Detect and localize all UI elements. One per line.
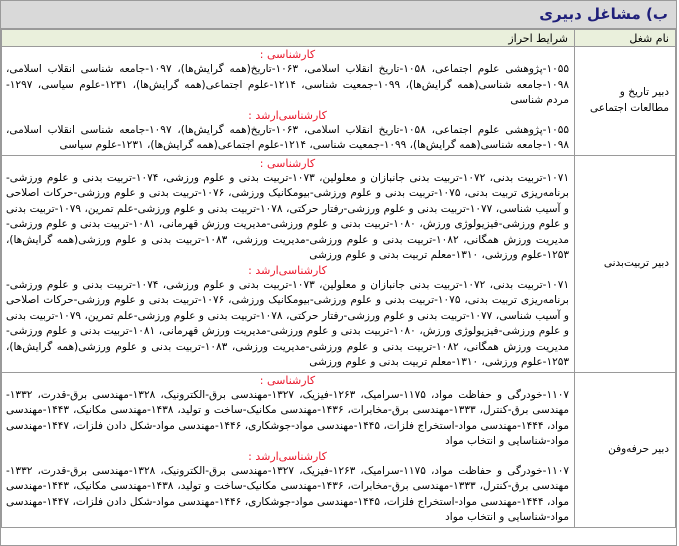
- table-row: [2, 372, 676, 527]
- requirements-table: [1, 29, 676, 528]
- job-name-cell: دبیر تربیت‌بدنی: [575, 155, 676, 372]
- degree-heading-bachelor: کارشناسی :: [259, 373, 316, 387]
- job-name-cell: دبیر تاریخ و مطالعات اجتماعی: [575, 47, 676, 156]
- job-name-cell: دبیر حرفه‌وفن: [575, 372, 676, 527]
- degree-heading-master: کارشناسی‌ارشد :: [248, 263, 327, 277]
- requirements-text: ۱۰۷۱-تربیت بدنی، ۱۰۷۲-تربیت بدنی جانبازان و معلولین، ۱۰۷۳-تربیت بدنی و علوم ورزشی، ۱۰۷۴-تربیت بدنی و علوم ورزشی-برنامه‌ریزی تربیت بدنی، ۱۰۷۵-تربیت بدنی و علوم ورزشی-بیومکانیک ورزشی، ۱۰۷۶-تربیت بدنی و علوم ورزشی-حرکات اصلاحی و آسیب شناسی، ۱۰۷۷-تربیت بدنی و علوم ورزشی-رفتار حرکتی، ۱۰۷۸-تربیت بدنی و علوم ورزشی-علم تمرین، ۱۰۷۹-تربیت بدنی و علوم ورزشی-فیزیولوژی ورزش، ۱۰۸۰-تربیت بدنی و علوم ورزشی-مدیریت ورزش قهرمانی، ۱۰۸۱-تربیت بدنی و علوم ورزشی-مدیریت ورزش همگانی، ۱۰۸۲-تربیت بدنی و علوم ورزشی-مدیریت ورزشی، ۱۰۸۳-تربیت بدنی و علوم ورزشی(همه گرایش‌ها)، ۱۲۵۳-علوم ورزشی، ۱۳۱۰-معلم تربیت بدنی و علوم ورزشی: [6, 278, 570, 368]
- requirements-text: ۱۱۰۷-خودرگی و حفاظت مواد، ۱۱۷۵-سرامیک، ۱۲۶۳-فیزیک، ۱۳۲۷-مهندسی برق-الکترونیک، ۱۳۲۸-مهندسی برق-قدرت، ۱۳۳۲-مهندسی برق-کنترل، ۱۳۳۳-مهندسی برق-مخابرات، ۱۴۳۶-مهندسی مکانیک-ساخت و تولید، ۱۴۳۸-مهندسی مکانیک، ۱۴۴۳-مهندسی مواد، ۱۴۴۴-مهندسی مواد-استخراج فلزات، ۱۴۴۵-مهندسی مواد-جوشکاری، ۱۴۴۶-مهندسی مواد-شکل دادن فلزات، ۱۴۴۷-مهندسی مواد-شناسایی و انتخاب مواد: [6, 464, 569, 523]
- requirements-cell: [2, 155, 575, 372]
- table-row: [2, 155, 676, 372]
- degree-heading-bachelor: کارشناسی :: [259, 48, 316, 61]
- job-name-header: نام شغل: [575, 30, 676, 47]
- degree-heading-master: کارشناسی‌ارشد :: [248, 108, 327, 122]
- requirements-text: ۱۱۰۷-خودرگی و حفاظت مواد، ۱۱۷۵-سرامیک، ۱۲۶۳-فیزیک، ۱۳۲۷-مهندسی برق-الکترونیک، ۱۳۲۸-مهندسی برق-قدرت، ۱۳۳۲-مهندسی برق-کنترل، ۱۳۳۳-مهندسی برق-مخابرات، ۱۴۳۶-مهندسی مکانیک-ساخت و تولید، ۱۴۳۸-مهندسی مکانیک، ۱۴۴۳-مهندسی مواد، ۱۴۴۴-مهندسی مواد-استخراج فلزات، ۱۴۴۵-مهندسی مواد-جوشکاری، ۱۴۴۶-مهندسی مواد-شکل دادن فلزات، ۱۴۴۷-مهندسی مواد-شناسایی و انتخاب مواد: [6, 388, 569, 447]
- section-title: ب) مشاغل دبیری: [1, 1, 676, 29]
- table-header-row: [2, 30, 676, 47]
- degree-heading-master: کارشناسی‌ارشد :: [248, 449, 327, 463]
- requirements-text: ۱۰۵۵-پژوهشی علوم اجتماعی، ۱۰۵۸-تاریخ انقلاب اسلامی، ۱۰۶۳-تاریخ(همه گرایش‌ها)، ۱۰۹۷-جامعه شناسی انقلاب اسلامی، ۱۰۹۸-جامعه شناسی(همه گرایش‌ها)، ۱۰۹۹-جمعیت شناسی، ۱۲۱۴-علوم اجتماعی(همه گرایش‌ها)، ۱۲۳۱-علوم سیاسی، ۱۲۹۷-مردم شناسی: [6, 63, 570, 106]
- degree-heading-bachelor: کارشناسی :: [259, 156, 316, 170]
- requirements-text: ۱۰۵۵-پژوهشی علوم اجتماعی، ۱۰۵۸-تاریخ انقلاب اسلامی، ۱۰۶۳-تاریخ(همه گرایش‌ها)، ۱۰۹۷-جامعه شناسی انقلاب اسلامی، ۱۰۹۸-جامعه شناسی(همه گرایش‌ها)، ۱۰۹۹-جمعیت شناسی، ۱۲۱۴-علوم اجتماعی(همه گرایش‌ها)، ۱۲۳۱-علوم سیاسی: [6, 123, 570, 151]
- requirements-header: شرایط احراز: [2, 30, 575, 47]
- requirements-cell: [2, 47, 575, 156]
- requirements-text: ۱۰۷۱-تربیت بدنی، ۱۰۷۲-تربیت بدنی جانبازان و معلولین، ۱۰۷۳-تربیت بدنی و علوم ورزشی، ۱۰۷۴-تربیت بدنی و علوم ورزشی-برنامه‌ریزی تربیت بدنی، ۱۰۷۵-تربیت بدنی و علوم ورزشی-بیومکانیک ورزشی، ۱۰۷۶-تربیت بدنی و علوم ورزشی-حرکات اصلاحی و آسیب شناسی، ۱۰۷۷-تربیت بدنی و علوم ورزشی-رفتار حرکتی، ۱۰۷۸-تربیت بدنی و علوم ورزشی-علم تمرین، ۱۰۷۹-تربیت بدنی و علوم ورزشی-فیزیولوژی ورزش، ۱۰۸۰-تربیت بدنی و علوم ورزشی-مدیریت ورزش قهرمانی، ۱۰۸۱-تربیت بدنی و علوم ورزشی-مدیریت ورزش همگانی، ۱۰۸۲-تربیت بدنی و علوم ورزشی-مدیریت ورزشی، ۱۰۸۳-تربیت بدنی و علوم ورزشی(همه گرایش‌ها)، ۱۲۵۳-علوم ورزشی، ۱۳۱۰-معلم تربیت بدنی و علوم ورزشی: [6, 171, 570, 261]
- table-row: [2, 47, 676, 156]
- requirements-cell: [2, 372, 575, 527]
